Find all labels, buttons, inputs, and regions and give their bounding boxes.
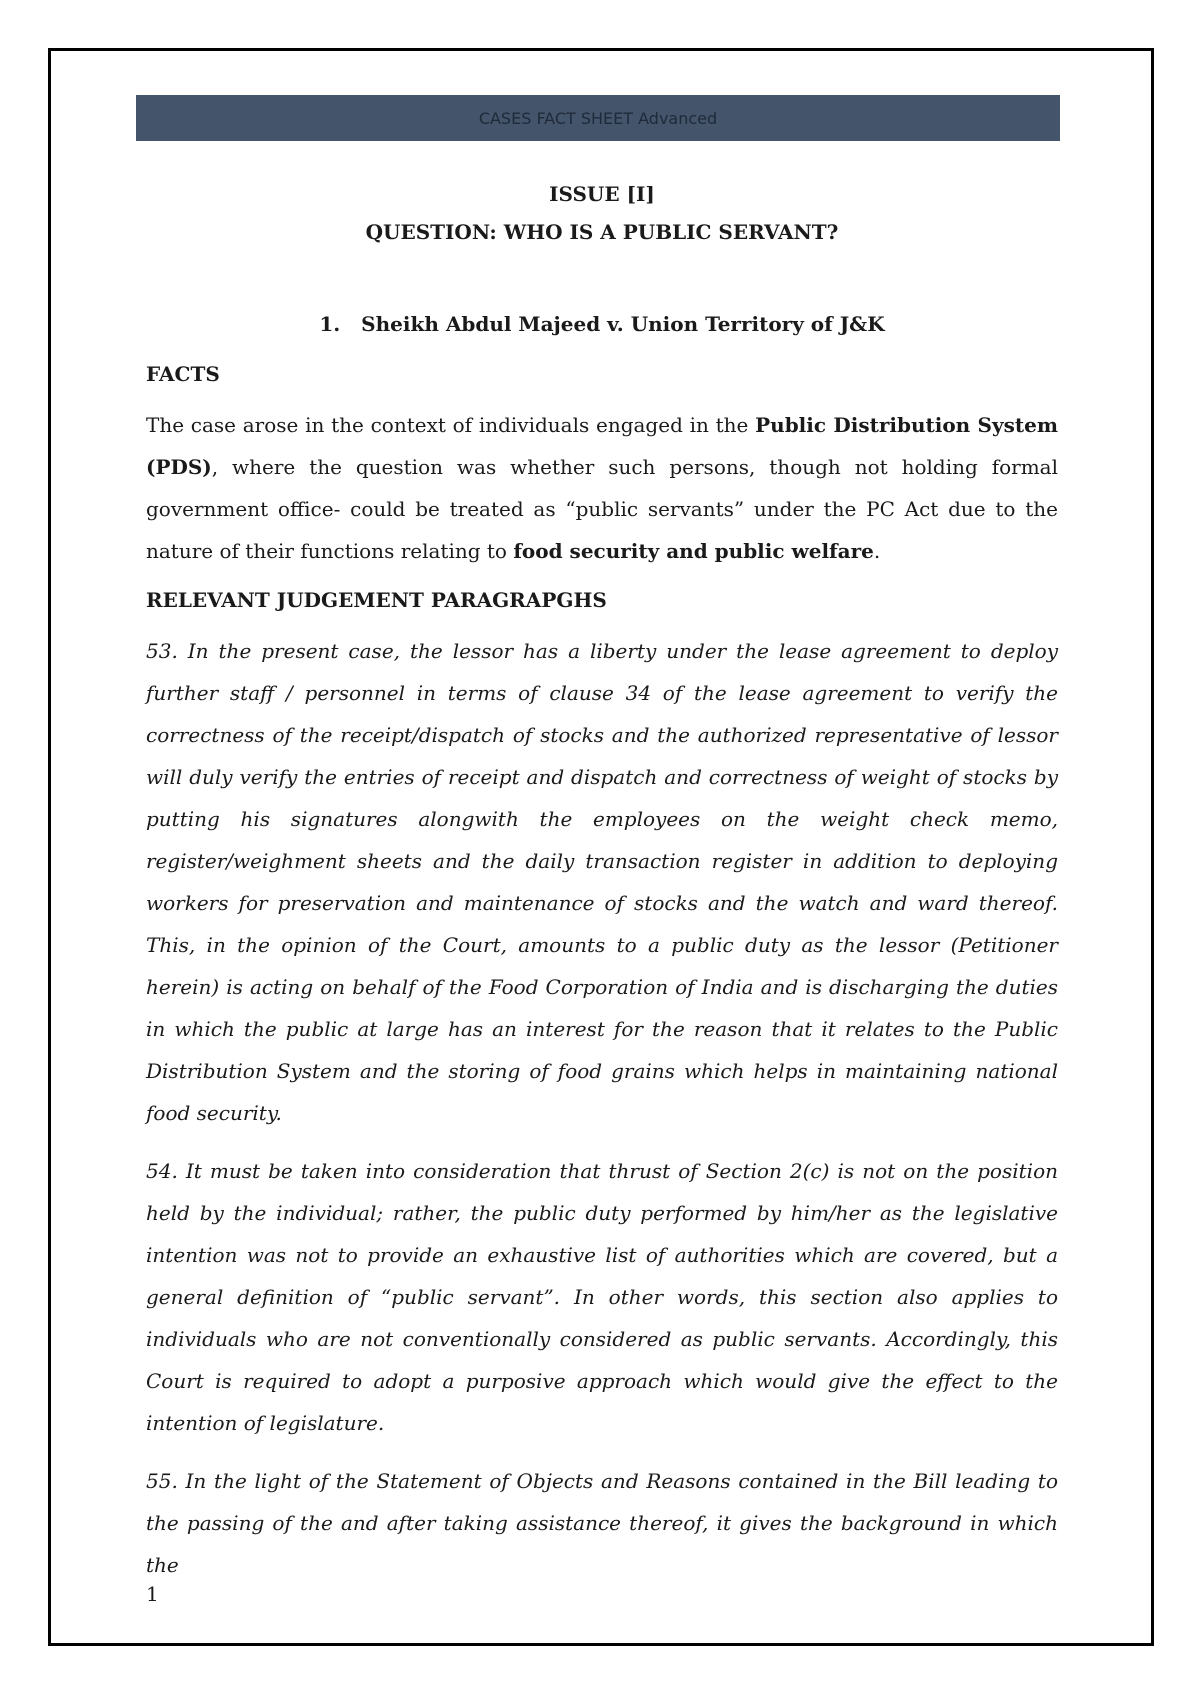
issue-label: ISSUE [I] xyxy=(549,182,655,206)
document-header-bar xyxy=(136,95,1060,141)
judgement-paragraph-55: 55. In the light of the Statement of Objects and Reasons contained in the Bill leading to the passing of the and after taking assistance thereof, it gives the background in which the xyxy=(146,1469,1058,1577)
facts-text-1: The case arose in the context of individuals engaged in the xyxy=(146,413,756,437)
page-number: 1 xyxy=(146,1582,159,1606)
facts-text-3: . xyxy=(873,539,881,563)
facts-bold-food-security: food security and public welfare xyxy=(513,539,874,563)
facts-text-2: , where the question was whether such persons, though not holding formal government office- could be treated as “public servants” under the PC Act due to the nature of their functions relating to xyxy=(146,455,1058,563)
judgement-heading: RELEVANT JUDGEMENT PARAGRAPGHS xyxy=(146,588,607,612)
case-number: 1. xyxy=(319,312,341,336)
header-text: CASES FACT SHEET Advanced xyxy=(478,108,718,128)
judgement-paragraph-54: 54. It must be taken into consideration that thrust of Section 2(c) is not on the position held by the individual; rather, the public duty performed by him/her as the legislative intention was not to provide an exhaustive list of authorities which are covered, but a general definition of “public servant”. In other words, this section also applies to individuals who are not conventionally considered as public servants. Accordingly, this Court is required to adopt a purposive approach which would give the effect to the intention of legislature. xyxy=(146,1159,1058,1435)
judgement-paragraph-53: 53. In the present case, the lessor has a liberty under the lease agreement to deploy further staff / personnel in terms of clause 34 of the lease agreement to verify the correctness of the receipt/dispatch of stocks and the authorized representative of lessor will duly verify the entries of receipt and dispatch and correctness of weight of stocks by putting his signatures alongwith the employees on the weight check memo, register/weighment sheets and the daily transaction register in addition to deploying workers for preservation and maintenance of stocks and the watch and ward thereof. This, in the opinion of the Court, amounts to a public duty as the lessor (Petitioner herein) is acting on behalf of the Food Corporation of India and is discharging the duties in which the public at large has an interest for the reason that it relates to the Public Distribution System and the storing of food grains which helps in maintaining national food security. xyxy=(146,639,1058,1125)
facts-paragraph xyxy=(146,404,1058,572)
facts-bold-pds: Public Distribution System (PDS) xyxy=(146,413,1058,479)
case-name: Sheikh Abdul Majeed v. Union Territory of J&K xyxy=(361,312,885,336)
case-title xyxy=(146,312,1058,336)
document-body xyxy=(146,182,1058,1586)
facts-heading: FACTS xyxy=(146,362,220,386)
issue-question: QUESTION: WHO IS A PUBLIC SERVANT? xyxy=(365,220,839,244)
